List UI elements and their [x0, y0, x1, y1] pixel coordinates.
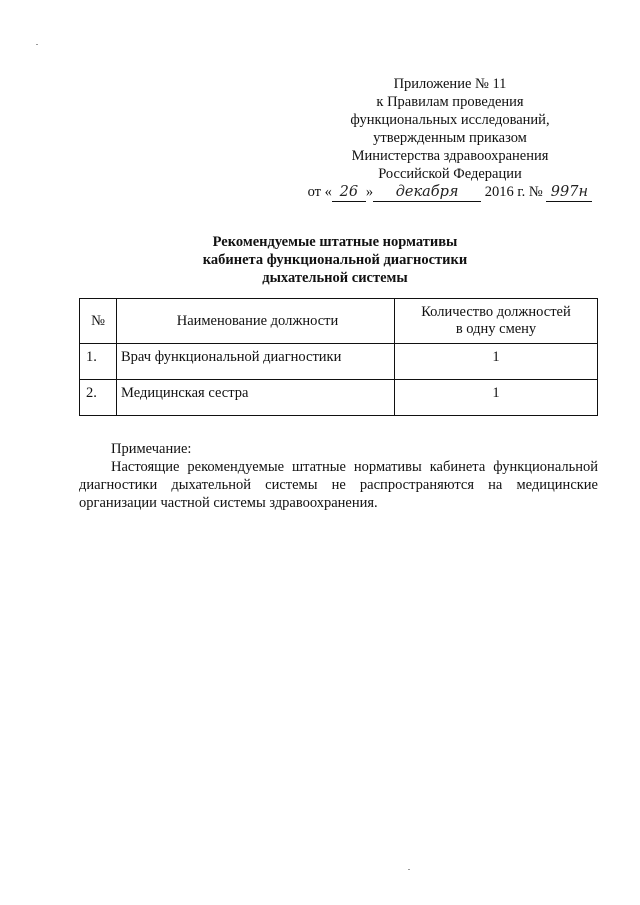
appendix-number: Приложение № 11: [393, 76, 507, 92]
order-number-handwritten: 997н: [546, 183, 592, 202]
date-year: 2016 г. №: [484, 184, 543, 200]
date-prefix: от «: [307, 184, 332, 200]
row-quantity: 1: [395, 344, 598, 380]
header-number: №: [80, 299, 117, 344]
note-heading: Примечание:: [111, 441, 192, 457]
date-day-handwritten: 26: [332, 183, 366, 202]
staff-table: [79, 298, 598, 416]
table-row: [80, 380, 598, 416]
header-quantity-line-1: Количество должностей: [421, 304, 571, 320]
title-line-2: кабинета функциональной диагностики: [202, 252, 468, 268]
row-position-name: Врач функциональной диагностики: [117, 344, 395, 380]
note-block: [79, 440, 598, 512]
table-row: [80, 344, 598, 380]
appendix-date-line: [300, 183, 600, 202]
appendix-approved-by: утвержденным приказом: [373, 130, 527, 146]
note-text: Настоящие рекомендуемые штатные нормативы кабинета функциональной диагностики дыхательной системы не распространяются на медицинские организации частной системы здравоохранения.: [79, 459, 598, 511]
appendix-rules-subject: функциональных исследований,: [350, 112, 550, 128]
appendix-ministry: Министерства здравоохранения: [351, 148, 549, 164]
date-month-handwritten: декабря: [373, 183, 481, 202]
row-position-name: Медицинская сестра: [117, 380, 395, 416]
title-line-1: Рекомендуемые штатные нормативы: [212, 234, 458, 250]
row-number: 1.: [80, 344, 117, 380]
title-line-3: дыхательной системы: [262, 270, 408, 286]
scan-speck: [36, 44, 38, 45]
table-header-row: [80, 299, 598, 344]
row-number: 2.: [80, 380, 117, 416]
header-quantity: [395, 299, 598, 344]
header-position-name: Наименование должности: [117, 299, 395, 344]
appendix-block: [300, 75, 600, 202]
row-quantity: 1: [395, 380, 598, 416]
header-quantity-line-2: в одну смену: [455, 321, 537, 337]
scan-speck: [408, 869, 410, 870]
appendix-rules-ref: к Правилам проведения: [376, 94, 524, 110]
document-title: [150, 233, 520, 287]
appendix-federation: Российской Федерации: [378, 166, 522, 182]
date-mid: »: [365, 184, 374, 200]
